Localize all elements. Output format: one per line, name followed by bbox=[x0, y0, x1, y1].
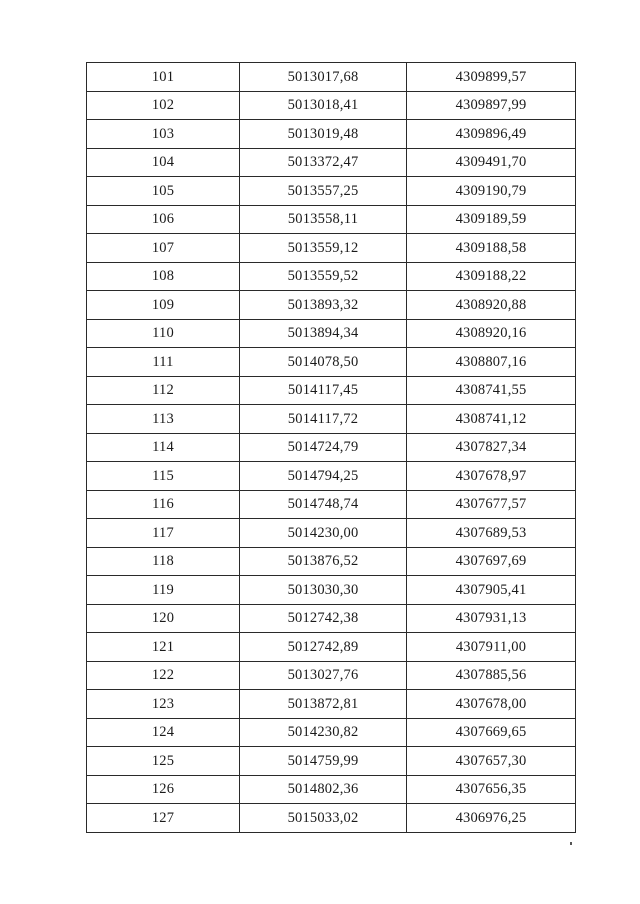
point-number-cell: 109 bbox=[87, 291, 240, 320]
y-coordinate-cell: 4309899,57 bbox=[407, 63, 576, 92]
point-number-cell: 118 bbox=[87, 547, 240, 576]
table-row bbox=[87, 91, 576, 120]
point-number-cell: 108 bbox=[87, 262, 240, 291]
point-number-cell: 124 bbox=[87, 718, 240, 747]
point-number-cell: 111 bbox=[87, 348, 240, 377]
y-coordinate-cell: 4307827,34 bbox=[407, 433, 576, 462]
table-row bbox=[87, 348, 576, 377]
table-row bbox=[87, 291, 576, 320]
y-coordinate-cell: 4307678,97 bbox=[407, 462, 576, 491]
y-coordinate-cell: 4308807,16 bbox=[407, 348, 576, 377]
point-number-cell: 122 bbox=[87, 661, 240, 690]
y-coordinate-cell: 4306976,25 bbox=[407, 804, 576, 833]
y-coordinate-cell: 4308741,55 bbox=[407, 376, 576, 405]
y-coordinate-cell: 4307678,00 bbox=[407, 690, 576, 719]
x-coordinate-cell: 5013876,52 bbox=[240, 547, 407, 576]
table-row bbox=[87, 234, 576, 263]
x-coordinate-cell: 5013017,68 bbox=[240, 63, 407, 92]
y-coordinate-cell: 4307905,41 bbox=[407, 576, 576, 605]
x-coordinate-cell: 5013019,48 bbox=[240, 120, 407, 149]
point-number-cell: 106 bbox=[87, 205, 240, 234]
table-row bbox=[87, 804, 576, 833]
point-number-cell: 126 bbox=[87, 775, 240, 804]
table-row bbox=[87, 319, 576, 348]
y-coordinate-cell: 4309190,79 bbox=[407, 177, 576, 206]
point-number-cell: 116 bbox=[87, 490, 240, 519]
y-coordinate-cell: 4309896,49 bbox=[407, 120, 576, 149]
table-row bbox=[87, 490, 576, 519]
y-coordinate-cell: 4309491,70 bbox=[407, 148, 576, 177]
x-coordinate-cell: 5013030,30 bbox=[240, 576, 407, 605]
x-coordinate-cell: 5014759,99 bbox=[240, 747, 407, 776]
x-coordinate-cell: 5013558,11 bbox=[240, 205, 407, 234]
y-coordinate-cell: 4307669,65 bbox=[407, 718, 576, 747]
y-coordinate-cell: 4308920,88 bbox=[407, 291, 576, 320]
table-row bbox=[87, 547, 576, 576]
table-row bbox=[87, 205, 576, 234]
x-coordinate-cell: 5013372,47 bbox=[240, 148, 407, 177]
point-number-cell: 120 bbox=[87, 604, 240, 633]
table-row bbox=[87, 462, 576, 491]
x-coordinate-cell: 5014117,72 bbox=[240, 405, 407, 434]
y-coordinate-cell: 4309897,99 bbox=[407, 91, 576, 120]
x-coordinate-cell: 5012742,89 bbox=[240, 633, 407, 662]
x-coordinate-cell: 5012742,38 bbox=[240, 604, 407, 633]
table-row bbox=[87, 633, 576, 662]
point-number-cell: 112 bbox=[87, 376, 240, 405]
x-coordinate-cell: 5013559,52 bbox=[240, 262, 407, 291]
table-row bbox=[87, 120, 576, 149]
table-row bbox=[87, 433, 576, 462]
y-coordinate-cell: 4307885,56 bbox=[407, 661, 576, 690]
x-coordinate-cell: 5014078,50 bbox=[240, 348, 407, 377]
y-coordinate-cell: 4308920,16 bbox=[407, 319, 576, 348]
x-coordinate-cell: 5014748,74 bbox=[240, 490, 407, 519]
y-coordinate-cell: 4307931,13 bbox=[407, 604, 576, 633]
x-coordinate-cell: 5013018,41 bbox=[240, 91, 407, 120]
y-coordinate-cell: 4307657,30 bbox=[407, 747, 576, 776]
coordinates-table-body bbox=[87, 63, 576, 833]
table-row bbox=[87, 519, 576, 548]
x-coordinate-cell: 5013559,12 bbox=[240, 234, 407, 263]
table-row bbox=[87, 376, 576, 405]
point-number-cell: 107 bbox=[87, 234, 240, 263]
point-number-cell: 113 bbox=[87, 405, 240, 434]
x-coordinate-cell: 5013894,34 bbox=[240, 319, 407, 348]
x-coordinate-cell: 5014794,25 bbox=[240, 462, 407, 491]
x-coordinate-cell: 5013872,81 bbox=[240, 690, 407, 719]
table-row bbox=[87, 775, 576, 804]
y-coordinate-cell: 4309188,58 bbox=[407, 234, 576, 263]
page-corner-mark bbox=[570, 842, 572, 845]
point-number-cell: 114 bbox=[87, 433, 240, 462]
point-number-cell: 119 bbox=[87, 576, 240, 605]
point-number-cell: 103 bbox=[87, 120, 240, 149]
x-coordinate-cell: 5013557,25 bbox=[240, 177, 407, 206]
table-row bbox=[87, 148, 576, 177]
table-row bbox=[87, 604, 576, 633]
table-row bbox=[87, 718, 576, 747]
point-number-cell: 104 bbox=[87, 148, 240, 177]
y-coordinate-cell: 4307677,57 bbox=[407, 490, 576, 519]
point-number-cell: 105 bbox=[87, 177, 240, 206]
y-coordinate-cell: 4309189,59 bbox=[407, 205, 576, 234]
x-coordinate-cell: 5013893,32 bbox=[240, 291, 407, 320]
table-row bbox=[87, 747, 576, 776]
point-number-cell: 125 bbox=[87, 747, 240, 776]
x-coordinate-cell: 5014802,36 bbox=[240, 775, 407, 804]
x-coordinate-cell: 5013027,76 bbox=[240, 661, 407, 690]
table-row bbox=[87, 576, 576, 605]
x-coordinate-cell: 5015033,02 bbox=[240, 804, 407, 833]
table-row bbox=[87, 405, 576, 434]
point-number-cell: 102 bbox=[87, 91, 240, 120]
point-number-cell: 117 bbox=[87, 519, 240, 548]
x-coordinate-cell: 5014724,79 bbox=[240, 433, 407, 462]
x-coordinate-cell: 5014230,00 bbox=[240, 519, 407, 548]
table-row bbox=[87, 690, 576, 719]
y-coordinate-cell: 4309188,22 bbox=[407, 262, 576, 291]
point-number-cell: 115 bbox=[87, 462, 240, 491]
point-number-cell: 127 bbox=[87, 804, 240, 833]
table-row bbox=[87, 63, 576, 92]
point-number-cell: 101 bbox=[87, 63, 240, 92]
y-coordinate-cell: 4308741,12 bbox=[407, 405, 576, 434]
point-number-cell: 110 bbox=[87, 319, 240, 348]
point-number-cell: 123 bbox=[87, 690, 240, 719]
y-coordinate-cell: 4307697,69 bbox=[407, 547, 576, 576]
table-row bbox=[87, 661, 576, 690]
table-row bbox=[87, 177, 576, 206]
x-coordinate-cell: 5014230,82 bbox=[240, 718, 407, 747]
point-number-cell: 121 bbox=[87, 633, 240, 662]
x-coordinate-cell: 5014117,45 bbox=[240, 376, 407, 405]
table-row bbox=[87, 262, 576, 291]
coordinates-table bbox=[86, 62, 576, 833]
y-coordinate-cell: 4307911,00 bbox=[407, 633, 576, 662]
y-coordinate-cell: 4307656,35 bbox=[407, 775, 576, 804]
y-coordinate-cell: 4307689,53 bbox=[407, 519, 576, 548]
